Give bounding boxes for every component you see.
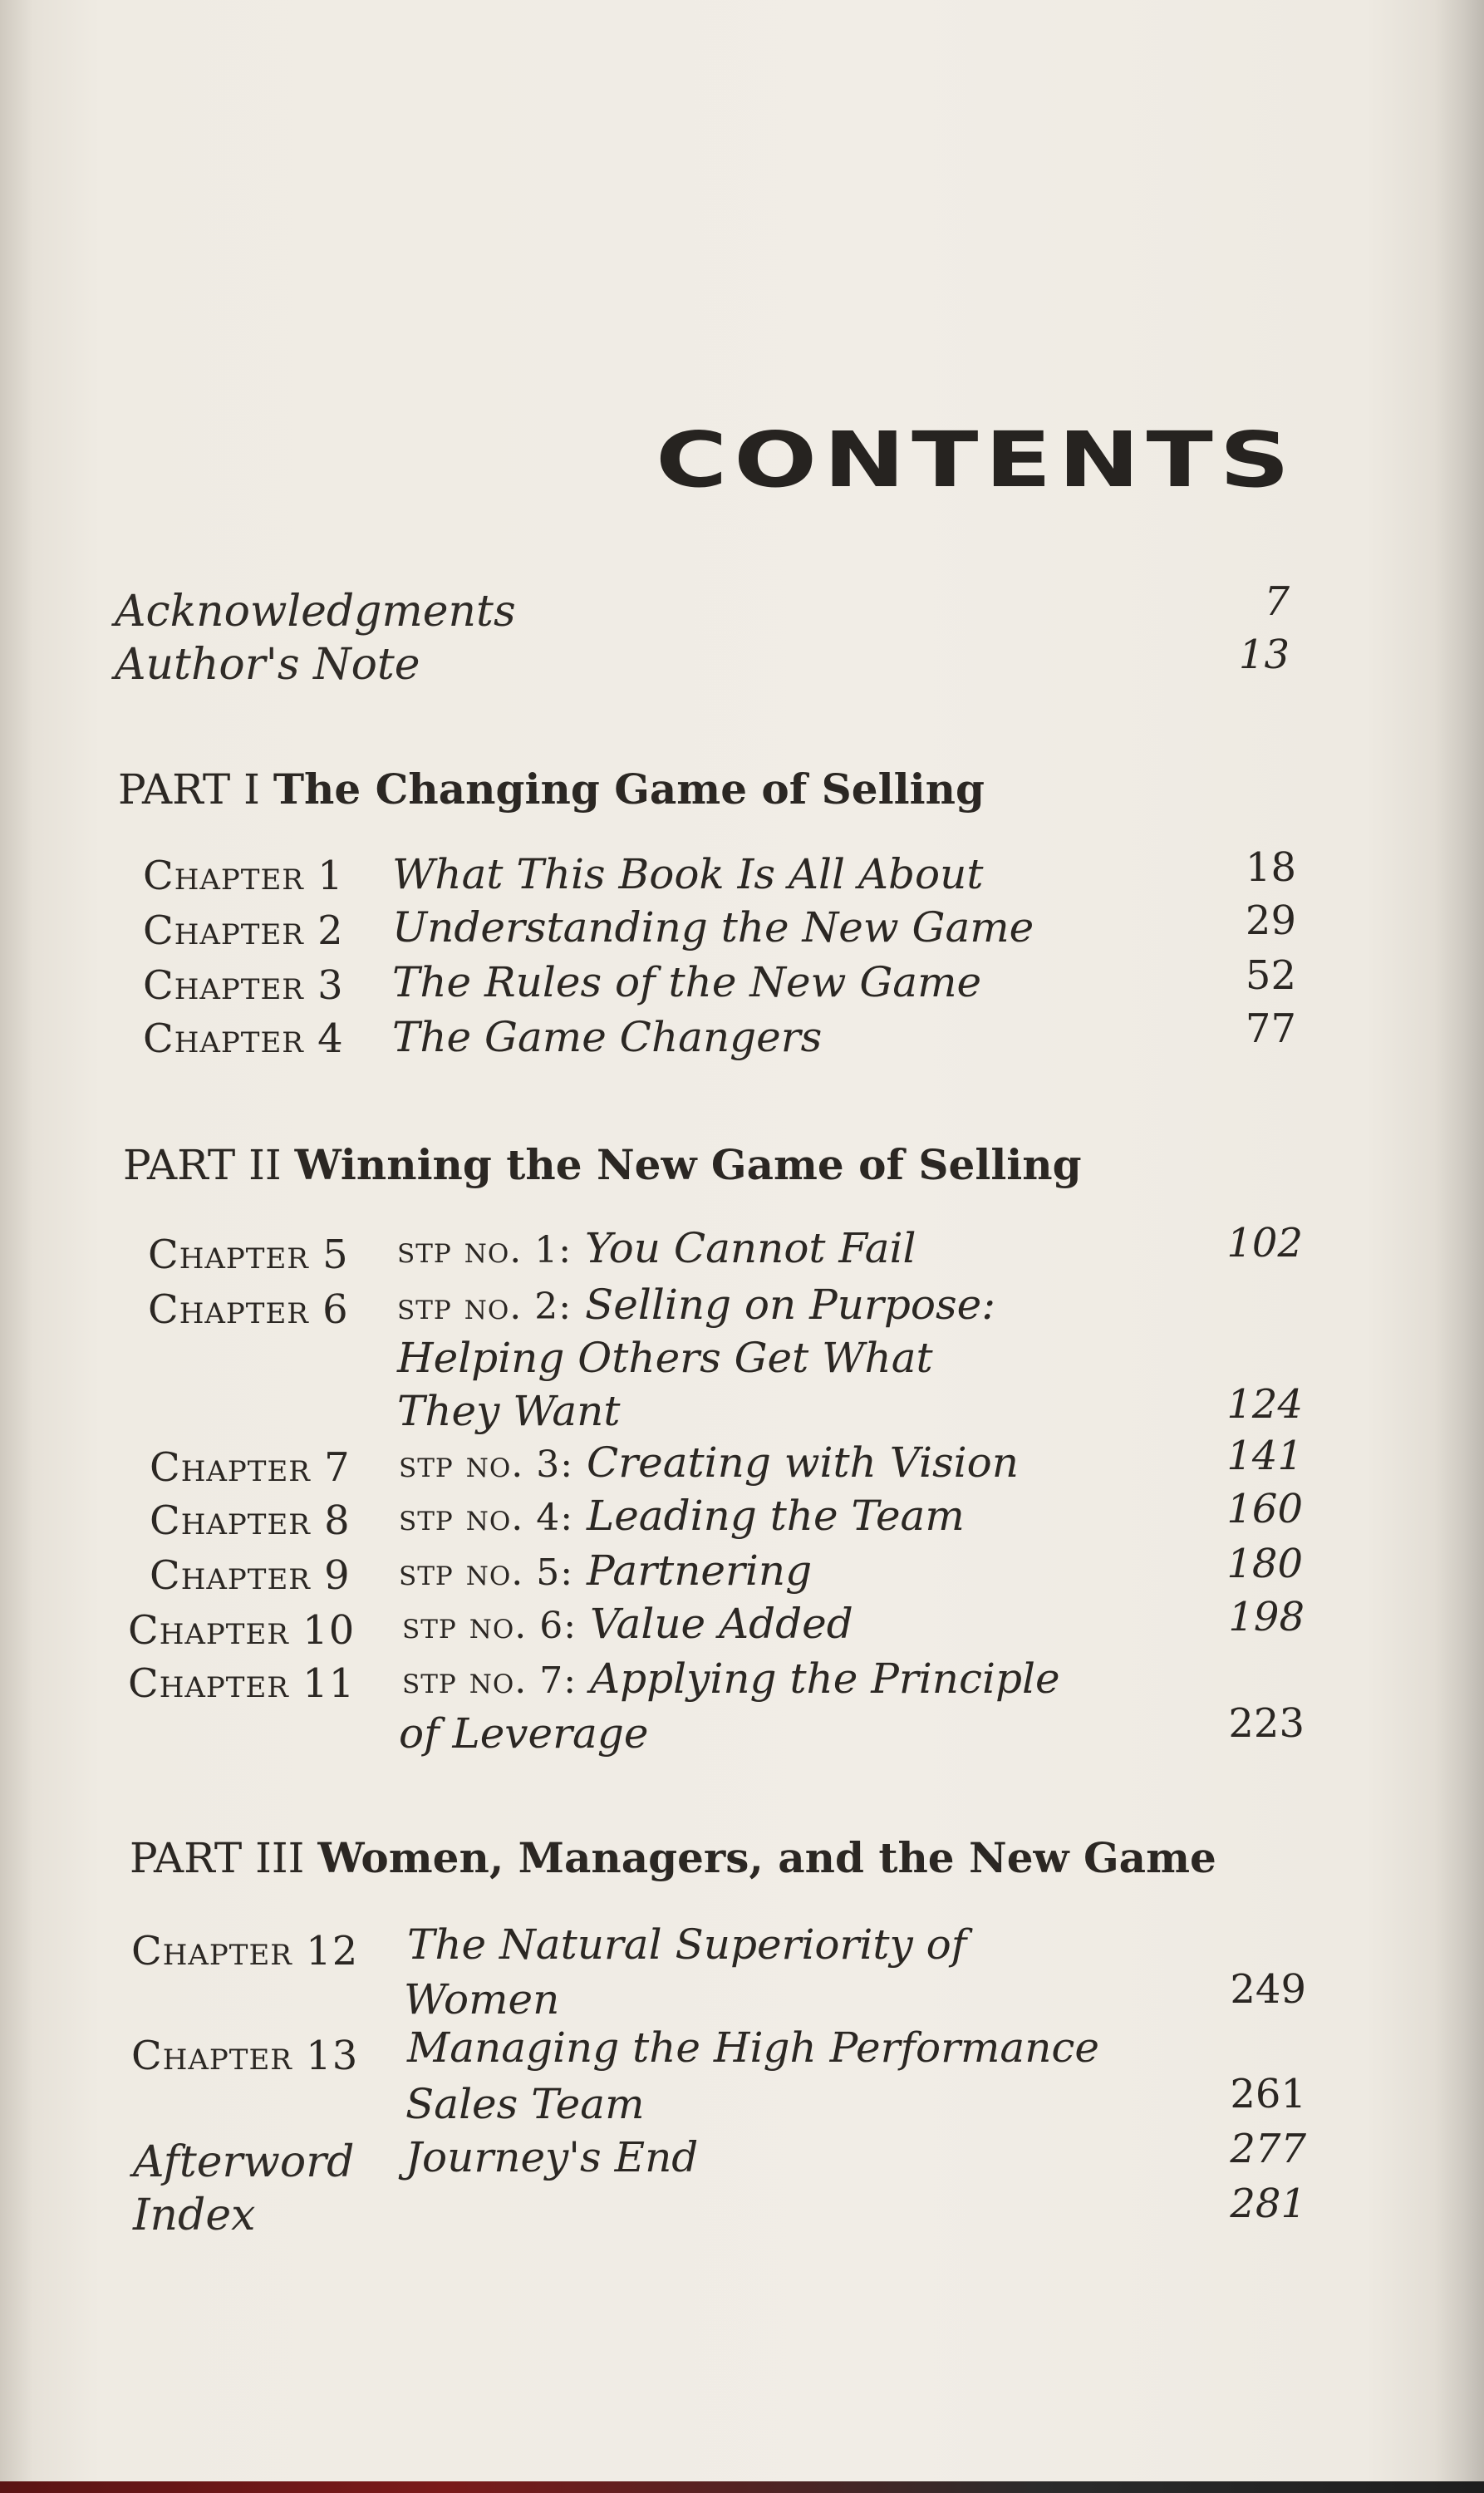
chapter-title: stp no. 4: Leading the Team: [399, 1492, 965, 1540]
chapter-title: What This Book Is All About: [392, 850, 984, 898]
toc-entry-acknowledgments: Acknowledgments: [115, 587, 516, 637]
page-number: 102: [1226, 1220, 1303, 1266]
chapter-title: stp no. 3: Creating with Vision: [399, 1438, 1019, 1487]
page-number: 223: [1228, 1700, 1305, 1747]
chapter-title: stp no. 5: Partnering: [399, 1546, 813, 1595]
chapter-label: Chapter 7: [150, 1444, 351, 1491]
chapter-title: The Game Changers: [392, 1013, 823, 1061]
part-title: The Changing Game of Selling: [273, 765, 985, 814]
chapter-label: Chapter 3: [143, 962, 344, 1009]
chapter-label: Chapter 9: [150, 1552, 351, 1599]
chapter-title-continued: They Want: [397, 1387, 621, 1435]
page-edge-shadow: [1434, 0, 1484, 2493]
chapter-label: Chapter 6: [148, 1286, 349, 1333]
chapter-label: Chapter 4: [143, 1015, 344, 1062]
page-number: 124: [1226, 1381, 1303, 1428]
chapter-label: Chapter 12: [131, 1928, 359, 1974]
book-cover-edge: [0, 2481, 1484, 2493]
chapter-title: stp no. 2: Selling on Purpose:: [397, 1281, 996, 1329]
chapter-label: Chapter 11: [128, 1660, 356, 1707]
page-number: 249: [1230, 1966, 1306, 2013]
page-number: 281: [1230, 2181, 1306, 2227]
page-number: 160: [1226, 1486, 1303, 1532]
afterword-title: Journey's End: [405, 2133, 699, 2181]
chapter-label: Chapter 5: [148, 1232, 349, 1278]
page-number: 29: [1245, 897, 1296, 944]
chapter-label: Chapter 10: [128, 1607, 356, 1654]
chapter-title-continued: Sales Team: [405, 2080, 645, 2128]
page-number: 18: [1245, 844, 1296, 891]
chapter-title: stp no. 7: Applying the Principle: [402, 1655, 1060, 1703]
page-number: 13: [1238, 632, 1290, 678]
page-number: 77: [1245, 1006, 1296, 1052]
chapter-title-continued: Women: [404, 1975, 560, 2023]
part-heading-1: [118, 765, 985, 814]
part-label: PART III: [130, 1834, 305, 1882]
part-heading-3: [130, 1833, 1216, 1883]
page-number: 277: [1230, 2126, 1306, 2172]
page-number: 261: [1230, 2071, 1306, 2117]
chapter-title: Managing the High Performance: [407, 2023, 1100, 2072]
part-label: PART I: [118, 765, 260, 814]
toc-entry-afterword: Afterword: [133, 2137, 355, 2187]
page-number: 141: [1226, 1433, 1303, 1479]
chapter-title-continued: Helping Others Get What: [397, 1334, 933, 1382]
page-number: 52: [1245, 952, 1296, 999]
chapter-title-continued: of Leverage: [399, 1709, 649, 1758]
chapter-label: Chapter 1: [143, 853, 344, 899]
chapter-label: Chapter 13: [131, 2033, 359, 2079]
page-title: CONTENTS: [656, 416, 1296, 504]
part-title: Winning the New Game of Selling: [294, 1140, 1082, 1189]
toc-entry-authors-note: Author's Note: [115, 640, 420, 690]
page-number: 198: [1228, 1594, 1305, 1640]
part-heading-2: [123, 1140, 1082, 1190]
chapter-title: The Rules of the New Game: [392, 958, 982, 1006]
toc-entry-index: Index: [133, 2191, 256, 2240]
part-title: Women, Managers, and the New Game: [317, 1833, 1216, 1882]
chapter-title: Understanding the New Game: [392, 903, 1034, 951]
chapter-title: The Natural Superiority of: [407, 1920, 967, 1969]
page-number: 180: [1226, 1541, 1303, 1587]
page-number: 7: [1264, 578, 1290, 625]
chapter-label: Chapter 2: [143, 907, 344, 954]
chapter-label: Chapter 8: [150, 1497, 351, 1544]
chapter-title: stp no. 6: Value Added: [402, 1600, 853, 1648]
chapter-title: stp no. 1: You Cannot Fail: [397, 1224, 916, 1272]
part-label: PART II: [123, 1141, 282, 1189]
